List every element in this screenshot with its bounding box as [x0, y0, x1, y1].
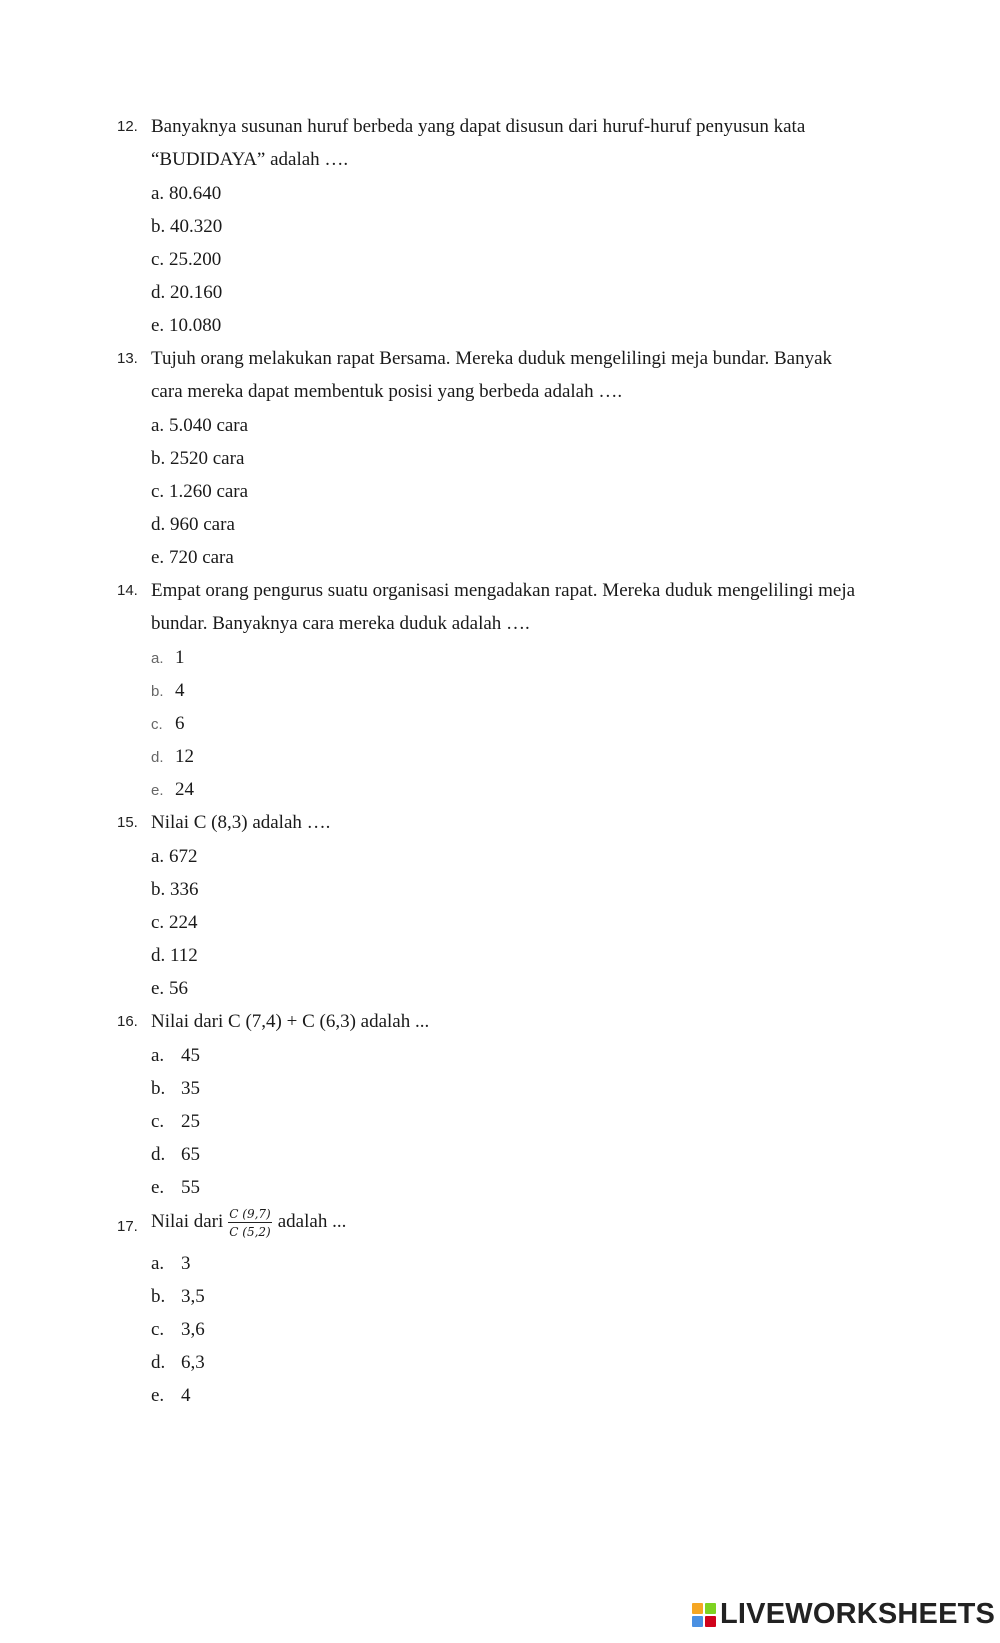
question-number: 15.	[117, 814, 138, 831]
question-text-line: “BUDIDAYA” adalah ….	[151, 149, 349, 170]
question-number: 12.	[117, 118, 138, 135]
fraction	[228, 1207, 271, 1239]
question-text-line: Banyaknya susunan huruf berbeda yang dapat disusun dari huruf-huruf penyusun kata	[151, 116, 806, 137]
question-number: 16.	[117, 1013, 138, 1030]
question-text-line: bundar. Banyaknya cara mereka duduk adalah ….	[151, 613, 530, 634]
option-e[interactable]: e. 56	[151, 978, 188, 999]
logo-tile	[705, 1616, 716, 1627]
option-c[interactable]: c. 6	[151, 713, 185, 734]
option-e[interactable]: e. 720 cara	[151, 547, 234, 568]
option-c[interactable]: c. 3,6	[151, 1319, 205, 1340]
option-c[interactable]: c. 224	[151, 912, 198, 933]
option-a[interactable]: a. 5.040 cara	[151, 415, 249, 436]
option-d[interactable]: d. 112	[151, 945, 198, 966]
option-d[interactable]: d. 20.160	[151, 282, 223, 303]
logo-icon	[692, 1603, 716, 1627]
option-c[interactable]: c. 1.260 cara	[151, 481, 249, 502]
option-c[interactable]: c. 25	[151, 1111, 200, 1132]
question-text-line: Nilai dari $\frac{C (9,7)}{C (5,2)}$ adalah ...	[151, 1206, 347, 1239]
question-number: 13.	[117, 350, 138, 367]
option-b[interactable]: b. 3,5	[151, 1286, 205, 1307]
option-d[interactable]: d. 6,3	[151, 1352, 205, 1373]
option-e[interactable]: e. 10.080	[151, 315, 222, 336]
option-b[interactable]: b. 2520 cara	[151, 448, 245, 469]
option-c[interactable]: c. 25.200	[151, 249, 222, 270]
logo-tile	[692, 1603, 703, 1614]
option-b[interactable]: b. 40.320	[151, 216, 223, 237]
fraction-numerator: C (9,7)	[229, 1206, 271, 1221]
option-e[interactable]: e. 4	[151, 1385, 191, 1406]
liveworksheets-logo	[692, 1598, 995, 1631]
option-a[interactable]: a. 1	[151, 647, 185, 668]
option-b[interactable]: b. 35	[151, 1078, 200, 1099]
option-a[interactable]: a. 3	[151, 1253, 191, 1274]
logo-tile	[705, 1603, 716, 1614]
question-text-line: cara mereka dapat membentuk posisi yang berbeda adalah ….	[151, 381, 623, 402]
question-text-line: Tujuh orang melakukan rapat Bersama. Mereka duduk mengelilingi meja bundar. Banyak	[151, 348, 833, 369]
option-e[interactable]: e. 24	[151, 779, 194, 800]
option-a[interactable]: a. 45	[151, 1045, 200, 1066]
logo-text: LIVEWORKSHEETS	[720, 1598, 996, 1630]
option-d[interactable]: d. 12	[151, 746, 194, 767]
question-number: 14.	[117, 582, 138, 599]
question-text-line: Nilai C (8,3) adalah ….	[151, 812, 331, 833]
question-text-line: Empat orang pengurus suatu organisasi mengadakan rapat. Mereka duduk mengelilingi meja	[151, 580, 856, 601]
option-a[interactable]: a. 672	[151, 846, 198, 867]
fraction-denominator: C (5,2)	[229, 1224, 271, 1239]
question-text-line: Nilai dari C (7,4) + C (6,3) adalah ...	[151, 1011, 430, 1032]
question-number: 17.	[117, 1218, 138, 1235]
option-b[interactable]: b. 4	[151, 680, 185, 701]
option-a[interactable]: a. 80.640	[151, 183, 222, 204]
option-b[interactable]: b. 336	[151, 879, 199, 900]
option-d[interactable]: d. 65	[151, 1144, 200, 1165]
logo-tile	[692, 1616, 703, 1627]
option-e[interactable]: e. 55	[151, 1177, 200, 1198]
option-d[interactable]: d. 960 cara	[151, 514, 235, 535]
